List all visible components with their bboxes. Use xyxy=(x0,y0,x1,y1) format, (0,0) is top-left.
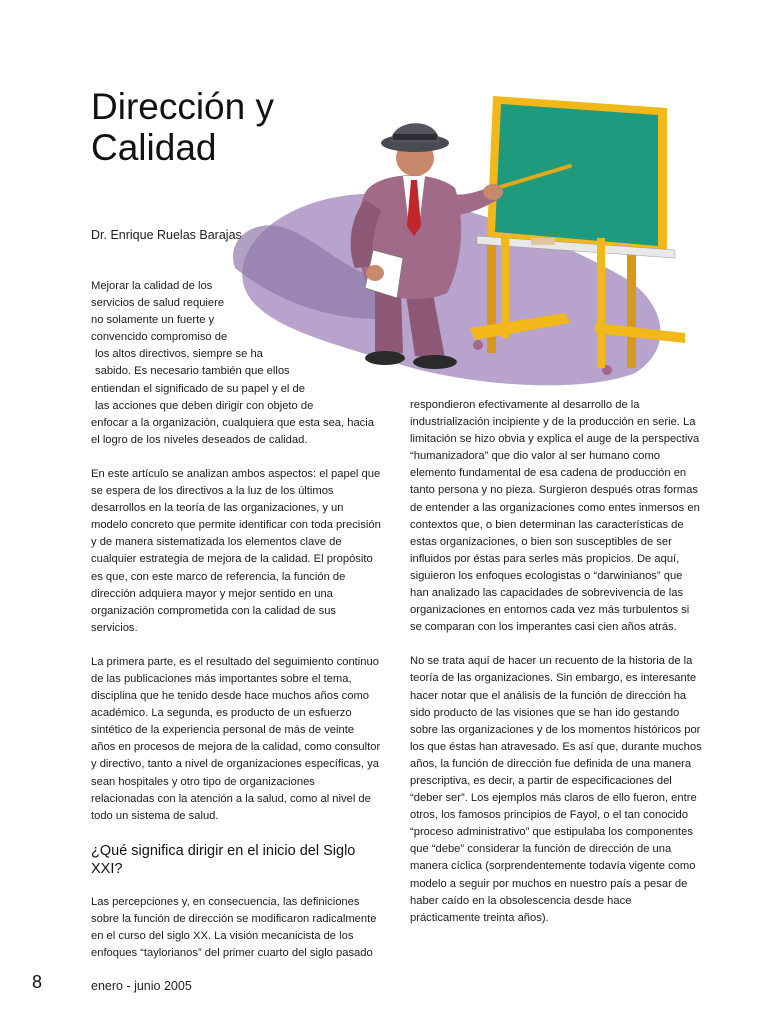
body-paragraph: No se trata aquí de hacer un recuento de la historia de la teoría de las organizaciones. Sin embargo, es interesante hacer notar que el análisis de la función de dirección ha sido producto de las visiones que se han ido gestando sobre las organizaciones y de los momentos históricos por los que éstas han atravesado. Es así que, durante muchos años, la función de dirección fue definida de una manera prescriptiva, es decir, a partir de especificaciones del “deber ser”. Los ejemplos más claros de ello fueron, entre otros, los famosos principios de Fayol, o el tan conocido “proceso administrativo” que estipulaba los componentes que “debe” considerar la función de dirección de una manera cíclica (sorprendentemente todavía vigente como modelo a seguir por muchos en nuestro país a pesar de haber caído en la obsolescencia desde hace prácticamente treinta años). xyxy=(410,655,702,924)
intro-line: Mejorar la calidad de los xyxy=(91,280,213,292)
intro-line: enfocar a la organización, cualquiera que esta sea, hacia xyxy=(91,416,374,429)
intro-line: entiendan el significado de su papel y el de xyxy=(91,382,305,395)
section-heading: ¿Qué significa dirigir en el inicio del Siglo XXI? xyxy=(91,842,356,877)
right-column xyxy=(410,397,702,944)
chalkboard xyxy=(495,104,658,246)
author-name: Dr. Enrique Ruelas Barajas xyxy=(91,228,242,242)
intro-line: servicios de salud requiere xyxy=(91,297,225,310)
intro-line: los altos directivos, siempre se ha xyxy=(95,348,263,361)
body-paragraph: En este artículo se analizan ambos aspectos: el papel que se espera de los directivos a la luz de los últimos desarrollos en la teoría de las organizaciones, y un modelo concreto que permite identificar con toda precisión y de manera sistematizada los elementos clave de cualquier estrategia de mejora de la calidad. El propósito es que, con este marco de referencia, la función de dirección adquiera mayor y mejor sentido en una organización comprometida con la calidad de sus servicios. xyxy=(91,467,381,634)
page-number: 8 xyxy=(32,972,43,992)
intro-line: convencido compromiso de xyxy=(91,331,228,344)
body-paragraph: Las percepciones y, en consecuencia, las definiciones sobre la función de dirección se modificaron radicalmente en el curso del siglo XX. La visión mecanicista de los enfoques “taylorianos” del primer cuarto del siglo pasado xyxy=(91,895,377,960)
title-line-1: Dirección y xyxy=(91,86,274,127)
intro-line: sabido. Es necesario también que ellos xyxy=(95,365,290,378)
body-paragraph: respondieron efectivamente al desarrollo de la industrialización incipiente y de la producción en serie. La limitación se hizo obvia y explica el auge de la perspectiva “humanizadora” que dio valor al ser humano como elemento fundamental de esa cadena de producción en tanto persona y no pieza. Surgieron después otras formas de entender a las organizaciones como entes inmersos en contextos que, o bien determinan las características de estas organizaciones, o bien son susceptibles de ser influidos por éstas para serles más propicios. De aquí, siguieron los enfoques ecologistas o “darwinianos” que han analizado las capacidades de sobrevivencia de las organizaciones en entornos cada vez más turbulentos si se comparan con los imperantes casi cien años atrás. xyxy=(410,399,700,634)
body-paragraph: La primera parte, es el resultado del seguimiento continuo de las publicaciones más importantes sobre el tema, disciplina que he tenido desde hace muchos años como académico. La segunda, es producto de un esfuerzo sintético de la experiencia personal de más de veinte años en procesos de mejora de la calidad, como consultor y directivo, tanto a nivel de organizaciones específicas, ya sean hospitales y otro tipo de organizaciones relacionadas con la atención a la salud, como al nivel de todo un sistema de salud. xyxy=(91,655,381,822)
title-line-2: Calidad xyxy=(91,127,217,168)
intro-paragraph xyxy=(91,278,381,449)
intro-line: no solamente un fuerte y xyxy=(91,314,215,327)
intro-line: las acciones que deben dirigir con objeto de xyxy=(95,399,314,412)
left-column xyxy=(91,278,381,979)
issue-date: enero - junio 2005 xyxy=(91,979,192,993)
intro-line: el logro de los niveles deseados de calidad. xyxy=(91,433,308,446)
